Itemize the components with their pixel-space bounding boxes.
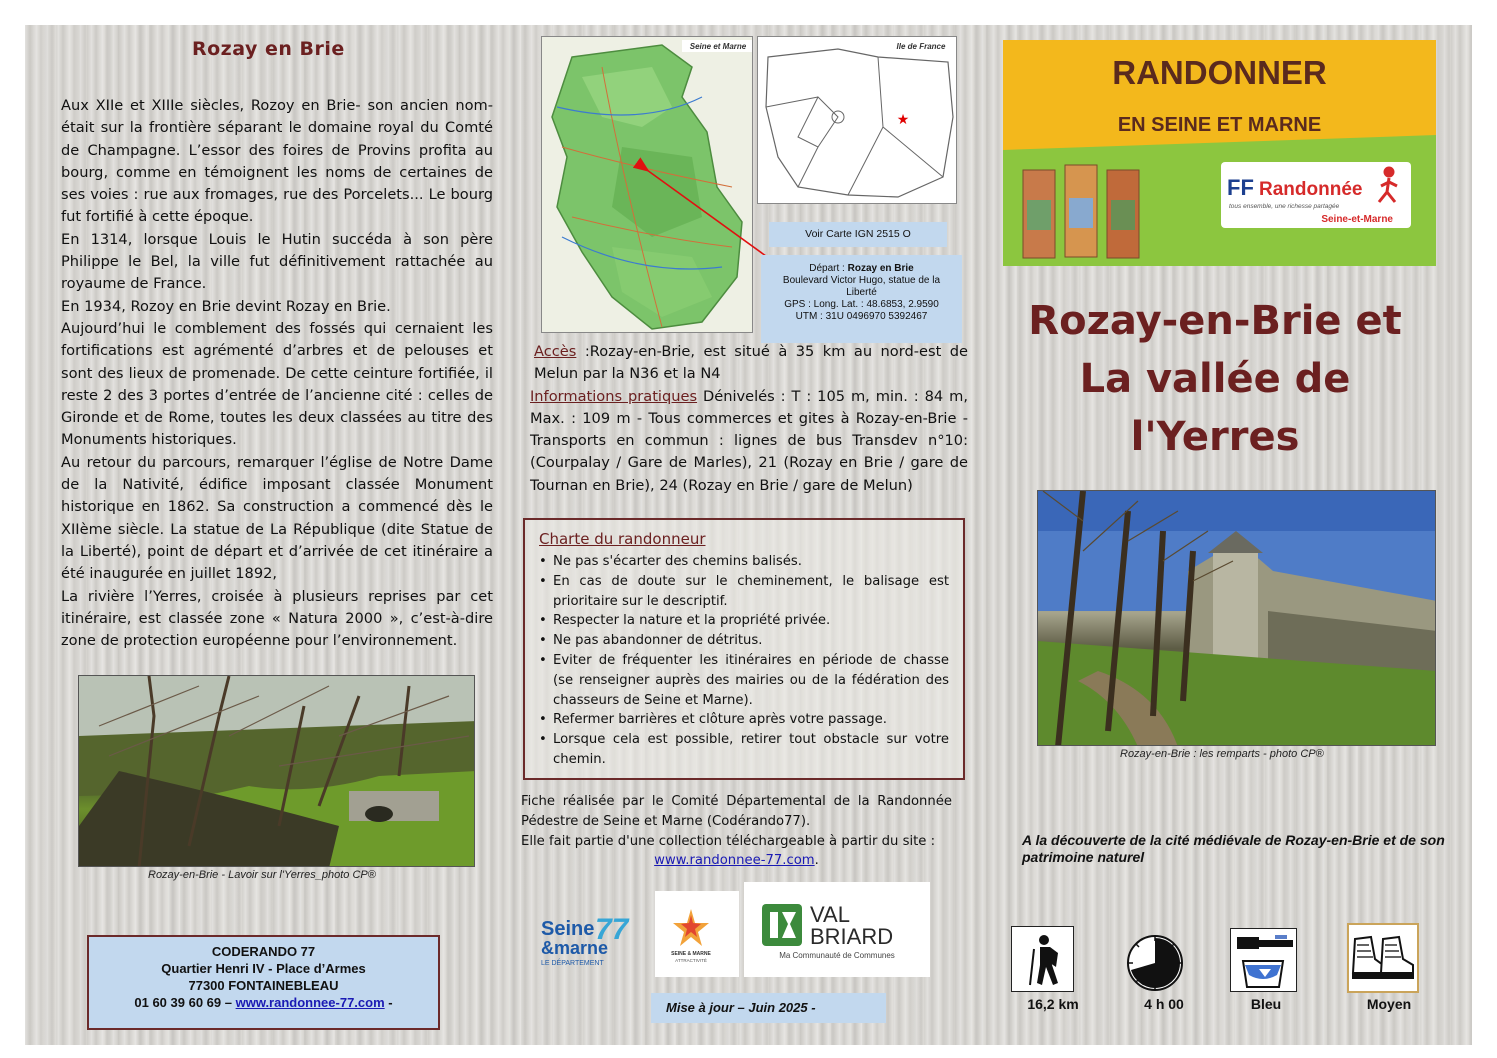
credits-collection: Elle fait partie d'une collection téléchargeable à partir du site : [521, 833, 936, 849]
charter-item: • Ne pas s'écarter des chemins balisés. [539, 552, 949, 572]
seine-logo-dept: LE DÉPARTEMENT [541, 960, 604, 967]
departure-place: Rozay en Brie [847, 263, 914, 274]
section-title: Rozay en Brie [192, 38, 345, 60]
charter-list [539, 552, 949, 770]
contact-suffix: - [388, 995, 393, 1010]
charter-title: Charte du randonneur [539, 530, 706, 548]
distance-value: 16,2 km [1027, 996, 1079, 1012]
credits-link-suffix: . [814, 853, 819, 869]
val-logo-line2: BRIARD [810, 924, 894, 949]
history-paragraph: Au retour du parcours, remarquer l’église de Notre Dame de la Nativité, édifice imposant classée Monument historique en 1862. Sa construction a commencé dès le XIIème siècle. La statue de La République (dite Statue de la Liberté), point de départ et d’arrivée de cet itinéraire a été inaugurée en juillet 1892, [61, 453, 493, 583]
hiking-boots-icon [1349, 925, 1417, 991]
remparts-caption: Rozay-en-Brie : les remparts - photo CP® [1120, 748, 1324, 760]
history-paragraph: La rivière l’Yerres, croisée à plusieurs reprises par cet itinéraire, est classée zone « Natura 2000 », c’est-à-dire zone de protection européenne pour l’environnement. [61, 587, 493, 650]
difficulty-value: Moyen [1366, 996, 1412, 1012]
marking-color-pictogram [1230, 928, 1297, 992]
seine-logo-line1: Seine [541, 918, 595, 940]
paint-brush-icon [1231, 929, 1298, 993]
departure-utm: UTM : 31U 0496970 5392467 [795, 311, 928, 322]
star-logo-text: SEINE & MARNE [671, 951, 711, 957]
access-info [530, 341, 968, 497]
ffr-logo-tagline: tous ensemble, une richesse partagée [1229, 203, 1340, 210]
start-star-icon: ★ [896, 112, 910, 128]
charter-item: • Refermer barrières et clôture après votre passage. [539, 710, 949, 730]
hiker-charter-box [523, 518, 965, 780]
val-briard-logo-art [744, 882, 930, 977]
walk-title-line2: La vallée de l'Yerres [1079, 356, 1351, 460]
seine-et-marne-logo [537, 905, 631, 969]
val-logo-sub: Ma Communauté de Communes [779, 951, 895, 960]
credits-website-link[interactable]: www.randonnee-77.com [654, 853, 815, 869]
map-idf-label: Ile de France [896, 42, 946, 51]
walk-title-line1: Rozay-en-Brie et [1028, 298, 1402, 344]
charter-item: • Eviter de fréquenter les itinéraires en période de chasse (se renseigner auprès des mairies ou de la fédération des chasseurs de Seine et Marne). [539, 651, 949, 710]
ign-map-reference: Voir Carte IGN 2515 O [769, 222, 947, 247]
walk-tagline: A la découverte de la cité médiévale de Rozay-en-Brie et de son patrimoine naturel [1022, 832, 1445, 865]
history-paragraph: Aux XIIe et XIIIe siècles, Rozoy en Brie- son ancien nom- était sur la frontière séparant le domaine royal du Comté de Champagne. L’essor des foires de Provins profita au bourg, comme en témoignent les noms de certaines de ses voies : rue aux fromages, rue des Porcelets... Le bourg fut fortifié à cette époque. [61, 97, 493, 226]
seine-et-marne-logo-art [537, 905, 631, 969]
contact-address: Quartier Henri IV - Place d’Armes [161, 961, 366, 976]
charter-item: • En cas de doute sur le cheminement, le balisage est prioritaire sur le descriptif. [539, 572, 949, 612]
banner-title: RANDONNER [1112, 54, 1327, 91]
ffr-logo-brand: Randonnée [1259, 179, 1363, 200]
seine-logo-line2: &marne [541, 938, 609, 958]
distance-pictogram [1011, 926, 1074, 992]
history-paragraph: En 1934, Rozoy en Brie devint Rozay en Brie. [61, 297, 391, 315]
map-seine-label: Seine et Marne [689, 42, 747, 51]
departure-gps: GPS : Long. Lat. : 48.6853, 2.9590 [784, 299, 939, 310]
charter-item: • Respecter la nature et la propriété privée. [539, 611, 949, 631]
lavoir-caption: Rozay-en-Brie - Lavoir sur l'Yerres_photo CP® [148, 869, 376, 881]
contact-org: CODERANDO 77 [211, 944, 316, 959]
access-text: :Rozay-en-Brie, est situé à 35 km au nord-est de Melun par la N36 et la N4 [534, 343, 968, 383]
ffr-logo-ff: FF [1227, 175, 1254, 200]
access-heading: Accès [534, 343, 577, 360]
randonner-banner [1003, 40, 1436, 266]
history-paragraph: Aujourd’hui le comblement des fossés qui cernaient les fortifications est agrémenté d’arbres et de pelouses et sont des lieux de promenade. De cette ceinture fortifiée, il reste 2 des 3 portes d’entrée de l’ancienne cité : celles de Gironde et de Rome, toutes les deux classées au titre des Monuments historiques. [61, 319, 493, 449]
credits-link-line [521, 851, 952, 871]
ffr-logo-dept: Seine-et-Marne [1321, 214, 1393, 225]
star-logo-sub: ATTRACTIVITÉ [675, 958, 707, 963]
marking-color-value: Bleu [1250, 996, 1282, 1012]
difficulty-pictogram [1347, 923, 1419, 993]
duration-pictogram [1124, 934, 1187, 992]
val-briard-logo [744, 882, 930, 977]
duration-value: 4 h 00 [1144, 996, 1184, 1012]
credits-text [521, 792, 952, 871]
credits-line: Fiche réalisée par le Comité Départemental de la Randonnée Pédestre de Seine et Marne (Codérando77). [521, 794, 952, 829]
update-date-box: Mise à jour – Juin 2025 - [651, 993, 886, 1023]
departure-label: Départ : [809, 263, 845, 274]
contact-phone: 01 60 39 60 69 – [134, 995, 232, 1010]
charter-item: • Lorsque cela est possible, retirer tout obstacle sur votre chemin. [539, 730, 949, 770]
practical-info-text: Dénivelés : T : 105 m, min. : 84 m, Max. : 109 m - Tous commerces et gites à Rozay-en-Brie - Transports en commun : lignes de bus Transdev n°10:(Courpalay / Gare de Marles), 21 (Rozay en Brie / gare de Tournan en Brie), 24 (Rozay en Brie / gare de Melun) [530, 387, 968, 494]
hiker-icon [1012, 927, 1075, 993]
clock-icon [1124, 934, 1187, 992]
contact-city: 77300 FONTAINEBLEAU [188, 978, 339, 993]
departure-address: Boulevard Victor Hugo, statue de la Liberté [782, 275, 941, 298]
history-paragraph: En 1314, lorsque Louis le Hutin succéda à son père Philippe le Bel, la ville fut définitivement rattachée au royaume de France. [61, 230, 493, 293]
banner-subtitle: EN SEINE ET MARNE [1117, 114, 1322, 136]
departure-box [761, 255, 962, 343]
walk-title [990, 292, 1440, 466]
remparts-photo [1037, 490, 1436, 746]
attractivite-logo-art [655, 891, 739, 977]
departure-line [767, 263, 956, 275]
attractivite-logo [655, 891, 739, 977]
val-logo-line1: VAL [810, 902, 850, 927]
contact-website-link[interactable]: www.randonnee-77.com [235, 995, 385, 1010]
remparts-photo-art [1038, 491, 1436, 746]
charter-item: • Ne pas abandonner de détritus. [539, 631, 949, 651]
practical-info-heading: Informations pratiques [530, 387, 698, 405]
seine-logo-number: 77 [595, 913, 629, 946]
